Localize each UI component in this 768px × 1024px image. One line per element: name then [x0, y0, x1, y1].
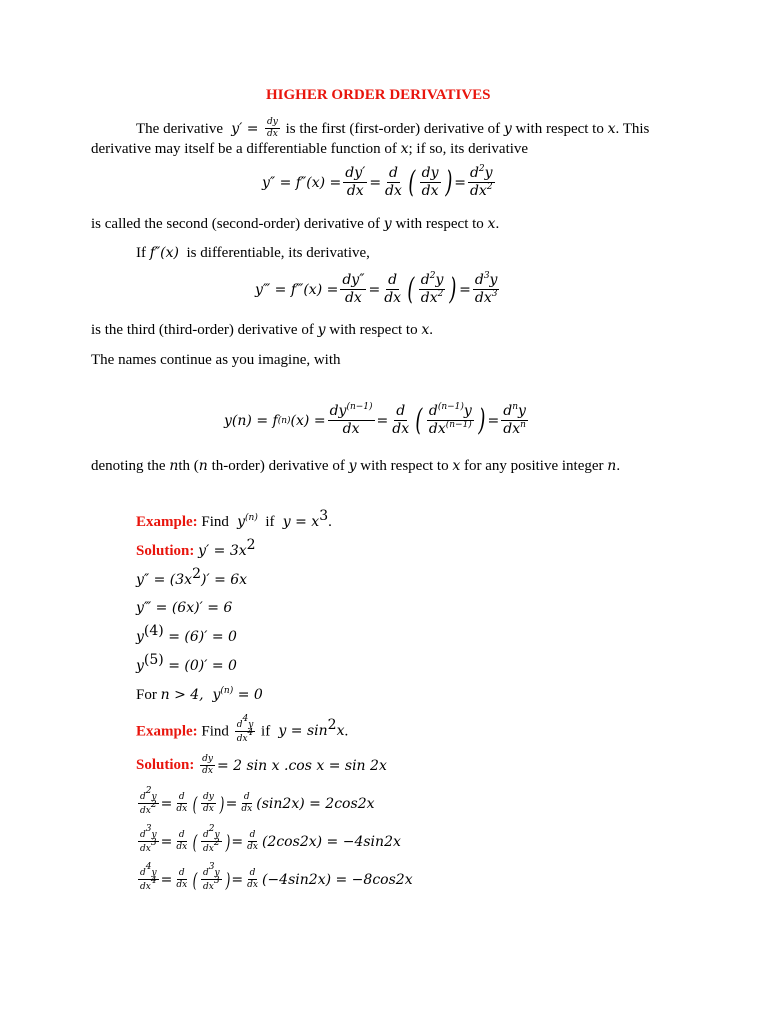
example-2-heading: Example: Find $\frac{d^4y}{dx^4}$ if $y = \sin^2x$. [136, 714, 349, 745]
nth-derivative-equation: y (n) = f (n) ( x ) = $\frac{dy^{(n-1)}}{dx}$ = $\frac{d}{dx}$ ( $\frac{d^{(n-1)}y}{dx^{(n-1)}}$ ) = $\frac{d^ny}{dx^n}$ [224, 402, 526, 438]
example-1-solution-line-1: Solution: $y' = 3x^2$ [136, 537, 256, 559]
example-1-solution-line-5: $y^{(5)} = (0)' = 0$ [136, 652, 237, 674]
example-2-solution-line-4: $\frac{d^4y}{dx^4}$ = $\frac{d}{dx}$ ( $\frac{d^3y}{dx^3}$ ) = $\frac{d}{dx}$ (−4 sin 2 x ) = −8 cos 2 x [140, 862, 413, 893]
third-derivative-equation: y ‴ = f ‴ ( x ) = $\frac{dy''}{dx}$ = $\frac{d}{dx}$ ( $\frac{d^2y}{dx^2}$ ) = $\frac{d^3y}{dx^3}$ [255, 271, 498, 307]
second-order-text: is called the second (second-order) derivative of y with respect to x. [91, 216, 500, 232]
intro-line-1: The derivative y ′ = $\frac{dy}{dx}$ is the first (first-order) derivative of y with respect to x. This [136, 117, 650, 140]
names-continue-text: The names continue as you imagine, with [91, 352, 341, 368]
if-differentiable-text: If f″(x) is differentiable, its derivative, [136, 245, 370, 261]
example-2-solution-line-3: $\frac{d^3y}{dx^3}$ = $\frac{d}{dx}$ ( $\frac{d^2y}{dx^2}$ ) = $\frac{d}{dx}$ (2 cos 2 x ) = −4 sin 2 x [140, 824, 401, 855]
example-1-solution-line-3: y‴ = (6x)′ = 6 [136, 600, 233, 616]
third-order-text: is the third (third-order) derivative of y with respect to x. [91, 322, 433, 338]
example-1-solution-line-4: $y^{(4)} = (6)' = 0$ [136, 623, 237, 645]
first-derivative-definition: y ′ = $\frac{dy}{dx}$ [226, 117, 278, 140]
example-1-solution-line-6: For n > 4, $y^{(n)} = 0$ [136, 686, 263, 703]
example-1-solution-line-2: $y'' = (3x^2)' = 6x$ [136, 566, 248, 588]
example-2-solution-line-1: Solution: $\frac{dy}{dx}$ = 2 sin x .cos x = sin 2x [136, 754, 387, 777]
example-1-heading: Example: Find $y^{(n)}$ if $y = x^3$. [136, 508, 332, 530]
example-2-solution-line-2: $\frac{d^2y}{dx^2}$ = $\frac{d}{dx}$ ( $\frac{dy}{dx}$ ) = $\frac{d}{dx}$ ( sin 2 x ) = 2 cos 2 x [140, 786, 375, 817]
second-derivative-equation: y ″ = f ″ ( x ) = $\frac{dy'}{dx}$ = $\frac{d}{dx}$ ( $\frac{dy}{dx}$ ) = $\frac{d^2y}{dx^2}$ [262, 164, 493, 200]
page-title: HIGHER ORDER DERIVATIVES [266, 87, 491, 103]
nth-order-text: denoting the nth (n th-order) derivative of y with respect to x for any positive integer n. [91, 458, 621, 474]
intro-line-2: derivative may itself be a differentiable function of x; if so, its derivative [91, 141, 529, 157]
